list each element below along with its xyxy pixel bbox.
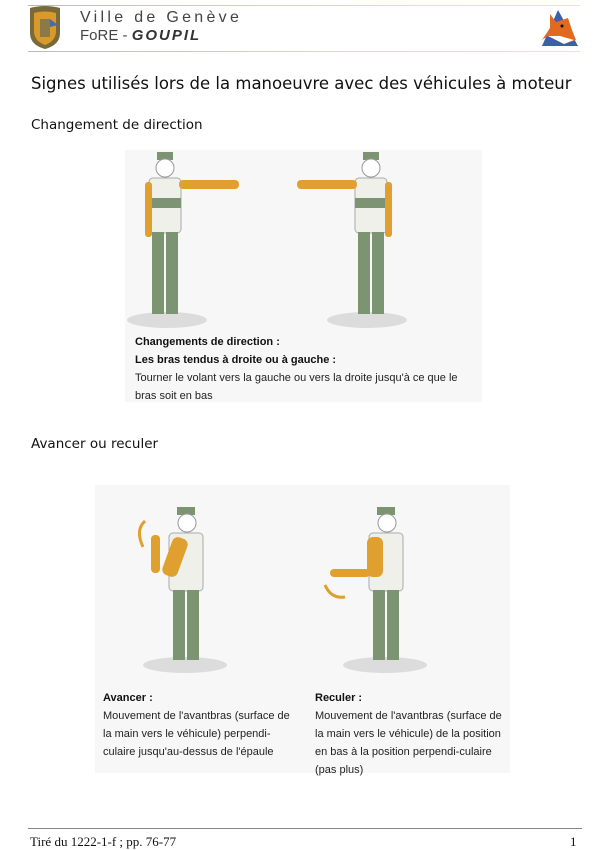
direction-illustration	[125, 150, 482, 402]
header-top-rule	[28, 5, 580, 6]
fore-prefix: FoRE -	[80, 27, 132, 44]
geneva-crest-logo	[28, 5, 62, 49]
direction-caption	[135, 333, 480, 405]
footer-rule	[28, 828, 582, 829]
direction-figures	[125, 150, 482, 335]
reverse-caption	[315, 689, 507, 779]
reverse-title: Reculer :	[315, 692, 363, 704]
advance-caption	[103, 689, 293, 761]
caption-subtitle: Les bras tendus à droite ou à gauche :	[135, 354, 337, 366]
caption-text: Tourner le volant vers la gauche ou vers la droite jusqu'à ce que le bras soit en bas	[135, 372, 458, 402]
section-heading-advance-reverse: Avancer ou reculer	[31, 436, 159, 452]
footer-source: Tiré du 1222-1-f ; pp. 76-77	[30, 834, 177, 849]
advance-reverse-illustration	[95, 485, 510, 776]
fox-logo	[538, 6, 582, 48]
page-number: 1	[570, 834, 577, 849]
page-title: Signes utilisés lors de la manoeuvre avec des véhicules à moteur	[31, 74, 572, 93]
header-city: Ville de Genève	[80, 9, 243, 26]
section-heading-direction: Changement de direction	[31, 117, 203, 133]
header-fore	[80, 27, 201, 44]
advance-title: Avancer :	[103, 692, 153, 704]
header-bottom-rule	[28, 51, 580, 52]
reverse-text: Mouvement de l'avantbras (surface de la main vers le véhicule) de la position en bas à la position perpendi-culaire (pas plus)	[315, 710, 502, 776]
advance-reverse-figures	[95, 485, 510, 675]
caption-title: Changements de direction :	[135, 336, 280, 348]
advance-text: Mouvement de l'avantbras (surface de la main vers le véhicule) perpendi-culaire jusqu'au-dessus de l'épaule	[103, 710, 290, 758]
fore-name: GOUPIL	[131, 27, 202, 44]
